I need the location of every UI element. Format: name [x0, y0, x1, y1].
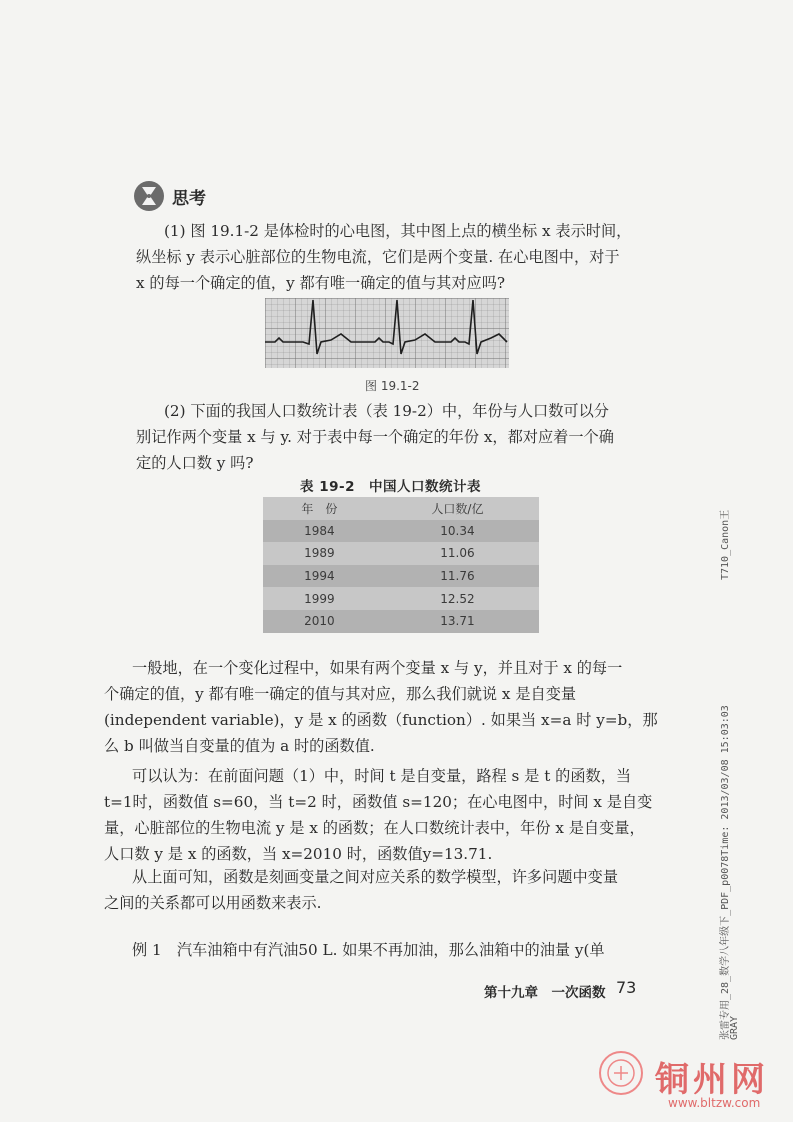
explanation-paragraph: [104, 763, 664, 867]
think-icon: [133, 180, 165, 212]
population-cell: 11.06: [376, 542, 539, 565]
q2-line: (2) 下面的我国人口数统计表（表 19-2）中，年份与人口数可以分: [164, 402, 609, 420]
q1-line: x 的每一个确定的值，y 都有唯一确定的值与其对应吗?: [136, 274, 506, 292]
question-2: [136, 398, 656, 476]
table-header-row: [263, 497, 539, 520]
example-1: 例 1 汽车油箱中有汽油50 L. 如果不再加油，那么油箱中的油量 y(单: [132, 941, 605, 959]
body-line: 么 b 叫做当自变量的值为 a 时的函数值.: [104, 737, 375, 755]
population-cell: 12.52: [376, 587, 539, 610]
year-cell: 2010: [263, 610, 376, 633]
body-line: 人口数 y 是 x 的函数，当 x=2010 时，函数值y=13.71.: [104, 845, 493, 863]
column-header-population: 人口数/亿: [376, 497, 539, 520]
chapter-label: 第十九章 一次函数: [484, 985, 606, 1001]
year-cell: 1999: [263, 587, 376, 610]
table-row: [263, 610, 539, 633]
q2-line: 定的人口数 y 吗?: [136, 454, 254, 472]
table-row: [263, 520, 539, 543]
scanner-id-text: T710_Canon王: [720, 509, 731, 580]
think-title: 思考: [172, 189, 206, 209]
page-number: 73: [616, 978, 637, 997]
population-cell: 10.34: [376, 520, 539, 543]
year-cell: 1984: [263, 520, 376, 543]
question-1: [136, 218, 656, 296]
body-line: 一般地，在一个变化过程中，如果有两个变量 x 与 y，并且对于 x 的每一: [132, 659, 623, 677]
column-header-year: 年 份: [263, 497, 376, 520]
year-cell: 1994: [263, 565, 376, 588]
table-row: [263, 542, 539, 565]
watermark-logo-icon: [598, 1050, 644, 1096]
q2-line: 别记作两个变量 x 与 y. 对于表中每一个确定的年份 x，都对应着一个确: [136, 428, 614, 446]
q1-line: 纵坐标 y 表示心脏部位的生物电流，它们是两个变量. 在心电图中，对于: [136, 248, 620, 266]
table-row: [263, 587, 539, 610]
body-line: 可以认为：在前面问题（1）中，时间 t 是自变量，路程 s 是 t 的函数，当: [132, 767, 632, 785]
figure-caption: 图 19.1-2: [365, 379, 420, 393]
q1-line: (1) 图 19.1-2 是体检时的心电图，其中图上点的横坐标 x 表示时间，: [164, 222, 632, 240]
body-line: 个确定的值，y 都有唯一确定的值与其对应，那么我们就说 x 是自变量: [104, 685, 577, 703]
ecg-figure: [265, 298, 509, 368]
body-line: 量，心脏部位的生物电流 y 是 x 的函数；在人口数统计表中，年份 x 是自变量，: [104, 819, 645, 837]
watermark-url: www.bltzw.com: [668, 1096, 761, 1110]
watermark-name: 铜州网: [655, 1060, 769, 1100]
year-cell: 1989: [263, 542, 376, 565]
body-line: (independent variable)，y 是 x 的函数（function）. 如果当 x=a 时 y=b，那: [104, 711, 658, 729]
population-cell: 13.71: [376, 610, 539, 633]
population-cell: 11.76: [376, 565, 539, 588]
summary-paragraph: [104, 864, 664, 916]
body-line: t=1时，函数值 s=60，当 t=2 时，函数值 s=120；在心电图中，时间 x 是自变: [104, 793, 653, 811]
table-title: 表 19-2 中国人口数统计表: [300, 479, 481, 495]
scan-info-text: 张雷专用_28_数学八年级下_PDF_p0078Time: 2013/03/08 15:03:03: [720, 705, 731, 1040]
body-line: 从上面可知，函数是刻画变量之间对应关系的数学模型，许多问题中变量: [132, 868, 618, 886]
scan-mode-text: GRAY: [729, 1015, 740, 1040]
population-table: [263, 497, 539, 633]
body-line: 之间的关系都可以用函数来表示.: [104, 894, 322, 912]
definition-paragraph: [104, 655, 664, 759]
table-row: [263, 565, 539, 588]
